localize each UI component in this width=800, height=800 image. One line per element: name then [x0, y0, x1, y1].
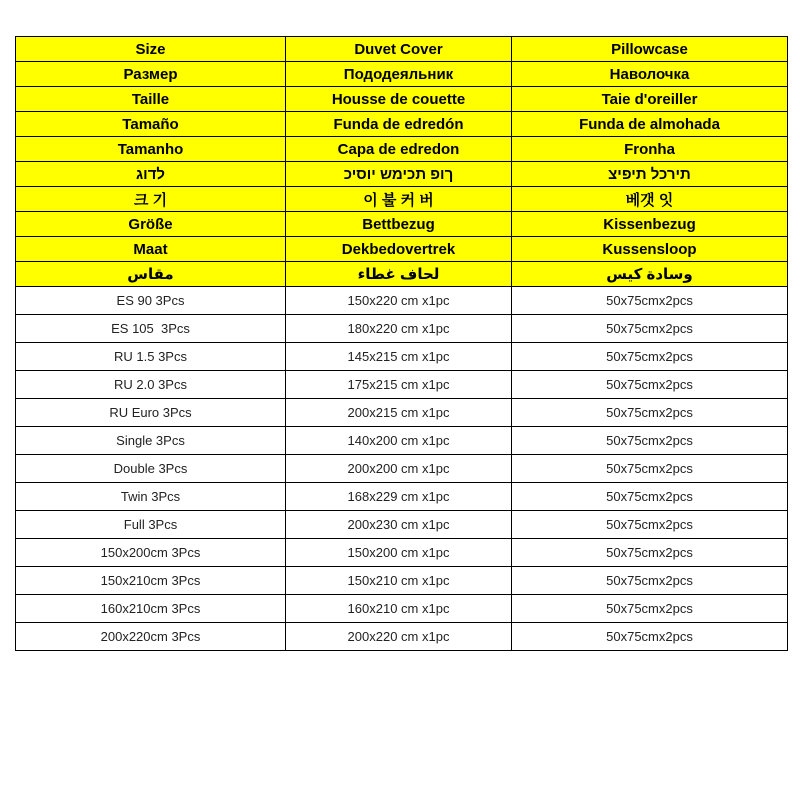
header-row-hebrew — [16, 162, 788, 187]
header-cell-duvet-cover: 이 불 커 버 — [286, 187, 512, 212]
size-cell: Twin 3Pcs — [16, 483, 286, 511]
header-cell-size: Größe — [16, 212, 286, 237]
header-cell-size: Size — [16, 37, 286, 62]
duvet-cover-cell: 150x200 cm x1pc — [286, 539, 512, 567]
header-cell-duvet-cover: Housse de couette — [286, 87, 512, 112]
duvet-cover-cell: 200x230 cm x1pc — [286, 511, 512, 539]
size-cell: Full 3Pcs — [16, 511, 286, 539]
table-row — [16, 567, 788, 595]
pillowcase-cell: 50x75cmx2pcs — [512, 343, 788, 371]
size-cell: RU Euro 3Pcs — [16, 399, 286, 427]
header-row-dutch — [16, 237, 788, 262]
header-row-korean — [16, 187, 788, 212]
size-cell: Single 3Pcs — [16, 427, 286, 455]
size-cell: RU 1.5 3Pcs — [16, 343, 286, 371]
table-row — [16, 399, 788, 427]
header-cell-duvet-cover: ךופ תכימש יוסיכ — [286, 162, 512, 187]
size-cell: 160x210cm 3Pcs — [16, 595, 286, 623]
header-cell-size: Taille — [16, 87, 286, 112]
size-cell: 200x220cm 3Pcs — [16, 623, 286, 651]
duvet-cover-cell: 175x215 cm x1pc — [286, 371, 512, 399]
header-cell-duvet-cover: Bettbezug — [286, 212, 512, 237]
header-row-arabic — [16, 262, 788, 287]
header-cell-duvet-cover: Пододеяльник — [286, 62, 512, 87]
header-cell-size: 크 기 — [16, 187, 286, 212]
header-row-french — [16, 87, 788, 112]
pillowcase-cell: 50x75cmx2pcs — [512, 511, 788, 539]
table-row — [16, 343, 788, 371]
header-cell-size: Maat — [16, 237, 286, 262]
pillowcase-cell: 50x75cmx2pcs — [512, 623, 788, 651]
header-cell-duvet-cover: Dekbedovertrek — [286, 237, 512, 262]
size-cell: RU 2.0 3Pcs — [16, 371, 286, 399]
header-row-spanish — [16, 112, 788, 137]
table-row — [16, 623, 788, 651]
size-cell: ES 105 3Pcs — [16, 315, 286, 343]
table-row — [16, 427, 788, 455]
table-row — [16, 287, 788, 315]
pillowcase-cell: 50x75cmx2pcs — [512, 483, 788, 511]
table-row — [16, 595, 788, 623]
table-row — [16, 315, 788, 343]
size-cell: 150x210cm 3Pcs — [16, 567, 286, 595]
header-row-russian — [16, 62, 788, 87]
header-cell-pillowcase: Kissenbezug — [512, 212, 788, 237]
pillowcase-cell: 50x75cmx2pcs — [512, 287, 788, 315]
duvet-cover-cell: 140x200 cm x1pc — [286, 427, 512, 455]
table-row — [16, 539, 788, 567]
header-cell-size: مقاس — [16, 262, 286, 287]
header-cell-pillowcase: תירכל תיפיצ — [512, 162, 788, 187]
header-cell-size: Tamanho — [16, 137, 286, 162]
header-cell-duvet-cover: Funda de edredón — [286, 112, 512, 137]
size-cell: 150x200cm 3Pcs — [16, 539, 286, 567]
header-cell-duvet-cover: Capa de edredon — [286, 137, 512, 162]
duvet-cover-cell: 200x200 cm x1pc — [286, 455, 512, 483]
pillowcase-cell: 50x75cmx2pcs — [512, 427, 788, 455]
pillowcase-cell: 50x75cmx2pcs — [512, 315, 788, 343]
header-cell-size: Размер — [16, 62, 286, 87]
duvet-cover-cell: 200x215 cm x1pc — [286, 399, 512, 427]
duvet-cover-cell: 180x220 cm x1pc — [286, 315, 512, 343]
table-row — [16, 483, 788, 511]
header-row-english — [16, 37, 788, 62]
header-cell-size: Tamaño — [16, 112, 286, 137]
duvet-cover-cell: 168x229 cm x1pc — [286, 483, 512, 511]
duvet-cover-cell: 150x210 cm x1pc — [286, 567, 512, 595]
header-row-portuguese — [16, 137, 788, 162]
pillowcase-cell: 50x75cmx2pcs — [512, 399, 788, 427]
table-row — [16, 371, 788, 399]
pillowcase-cell: 50x75cmx2pcs — [512, 567, 788, 595]
pillowcase-cell: 50x75cmx2pcs — [512, 539, 788, 567]
header-cell-pillowcase: 베갯 잇 — [512, 187, 788, 212]
pillowcase-cell: 50x75cmx2pcs — [512, 371, 788, 399]
header-cell-size: לדוג — [16, 162, 286, 187]
header-cell-pillowcase: Taie d'oreiller — [512, 87, 788, 112]
size-cell: ES 90 3Pcs — [16, 287, 286, 315]
duvet-cover-cell: 200x220 cm x1pc — [286, 623, 512, 651]
header-cell-duvet-cover: Duvet Cover — [286, 37, 512, 62]
table-row — [16, 511, 788, 539]
size-cell: Double 3Pcs — [16, 455, 286, 483]
pillowcase-cell: 50x75cmx2pcs — [512, 455, 788, 483]
duvet-cover-cell: 145x215 cm x1pc — [286, 343, 512, 371]
table-row — [16, 455, 788, 483]
header-cell-pillowcase: Fronha — [512, 137, 788, 162]
duvet-cover-cell: 160x210 cm x1pc — [286, 595, 512, 623]
header-cell-pillowcase: Наволочка — [512, 62, 788, 87]
header-row-german — [16, 212, 788, 237]
header-cell-pillowcase: وسادة كيس — [512, 262, 788, 287]
header-cell-duvet-cover: لحاف غطاء — [286, 262, 512, 287]
header-cell-pillowcase: Pillowcase — [512, 37, 788, 62]
duvet-cover-cell: 150x220 cm x1pc — [286, 287, 512, 315]
header-cell-pillowcase: Kussensloop — [512, 237, 788, 262]
size-chart-table — [15, 36, 788, 651]
pillowcase-cell: 50x75cmx2pcs — [512, 595, 788, 623]
header-cell-pillowcase: Funda de almohada — [512, 112, 788, 137]
